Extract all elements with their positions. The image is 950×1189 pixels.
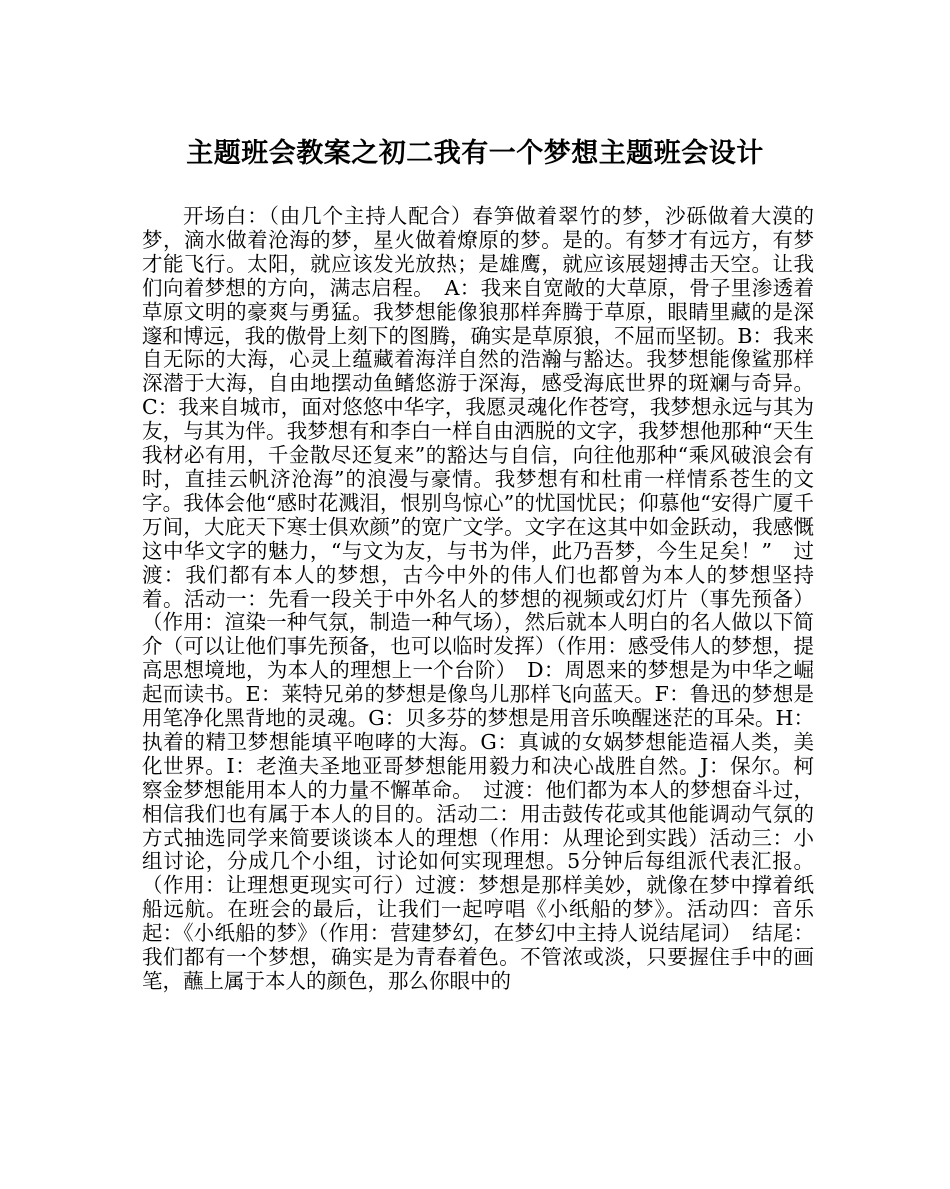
document-body-paragraph: 开场白：（由几个主持人配合）春笋做着翠竹的梦，沙砾做着大漠的梦，滴水做着沧海的梦，星火做着燎原的梦。是的。有梦才有远方，有梦才能飞行。太阳，就应该发光放热；是雄鹰，就应该展翅搏击天空。让我们向着梦想的方向，满志启程。 A：我来自宽敞的大草原，骨子里渗透着草原文明的豪爽与勇猛。我梦想能像狼那样奔腾于草原，眼睛里藏的是深邃和博远，我的傲骨上刻下的图腾，确实是草原狼，不屈而坚韧。B：我来自无际的大海，心灵上蕴藏着海洋自然的浩瀚与豁达。我梦想能像鲨那样深潜于大海，自由地摆动鱼鳍悠游于深海，感受海底世界的斑斓与奇异。C：我来自城市，面对悠悠中华字，我愿灵魂化作苍穹，我梦想永远与其为友，与其为伴。我梦想有和李白一样自由洒脱的文字，我梦想他那种“天生我材必有用，千金散尽还复来”的豁达与自信，向往他那种“乘风破浪会有时，直挂云帆济沧海”的浪漫与豪情。我梦想有和杜甫一样情系苍生的文字。我体会他“感时花溅泪，恨别鸟惊心”的忧国忧民；仰慕他“安得广厦千万间，大庇天下寒士俱欢颜”的宽广文学。文字在这其中如金跃动，我感慨这中华文字的魅力，“与文为友，与书为伴，此乃吾梦，今生足矣！” 过渡：我们都有本人的梦想，古今中外的伟人们也都曾为本人的梦想坚持着。活动一：先看一段关于中外名人的梦想的视频或幻灯片（事先预备）（作用：渲染一种气氛，制造一种气场），然后就本人明白的名人做以下简介（可以让他们事先预备，也可以临时发挥）（作用：感受伟人的梦想，提高思想境地，为本人的理想上一个台阶） D：周恩来的梦想是为中华之崛起而读书。E：莱特兄弟的梦想是像鸟儿那样飞向蓝天。F：鲁迅的梦想是用笔净化黑背地的灵魂。G：贝多芬的梦想是用音乐唤醒迷茫的耳朵。H：执着的精卫梦想能填平咆哮的大海。G：真诚的女娲梦想能造福人类，美化世界。I：老渔夫圣地亚哥梦想能用毅力和决心战胜自然。J：保尔。柯察金梦想能用本人的力量不懈革命。 过渡：他们都为本人的梦想奋斗过，相信我们也有属于本人的目的。活动二：用击鼓传花或其他能调动气氛的方式抽选同学来简要谈谈本人的理想（作用：从理论到实践）活动三：小组讨论，分成几个小组，讨论如何实现理想。5分钟后每组派代表汇报。（作用：让理想更现实可行）过渡：梦想是那样美妙，就像在梦中撑着纸船远航。在班会的最后，让我们一起哼唱《小纸船的梦》。活动四：音乐起：《小纸船的梦》（作用：营建梦幻，在梦幻中主持人说结尾词） 结尾：我们都有一个梦想，确实是为青春着色。不管浓或淡，只要握住手中的画笔，蘸上属于本人的颜色，那么你眼中的 [142,204,814,993]
document-title: 主题班会教案之初二我有一个梦想主题班会设计 [186,138,764,169]
